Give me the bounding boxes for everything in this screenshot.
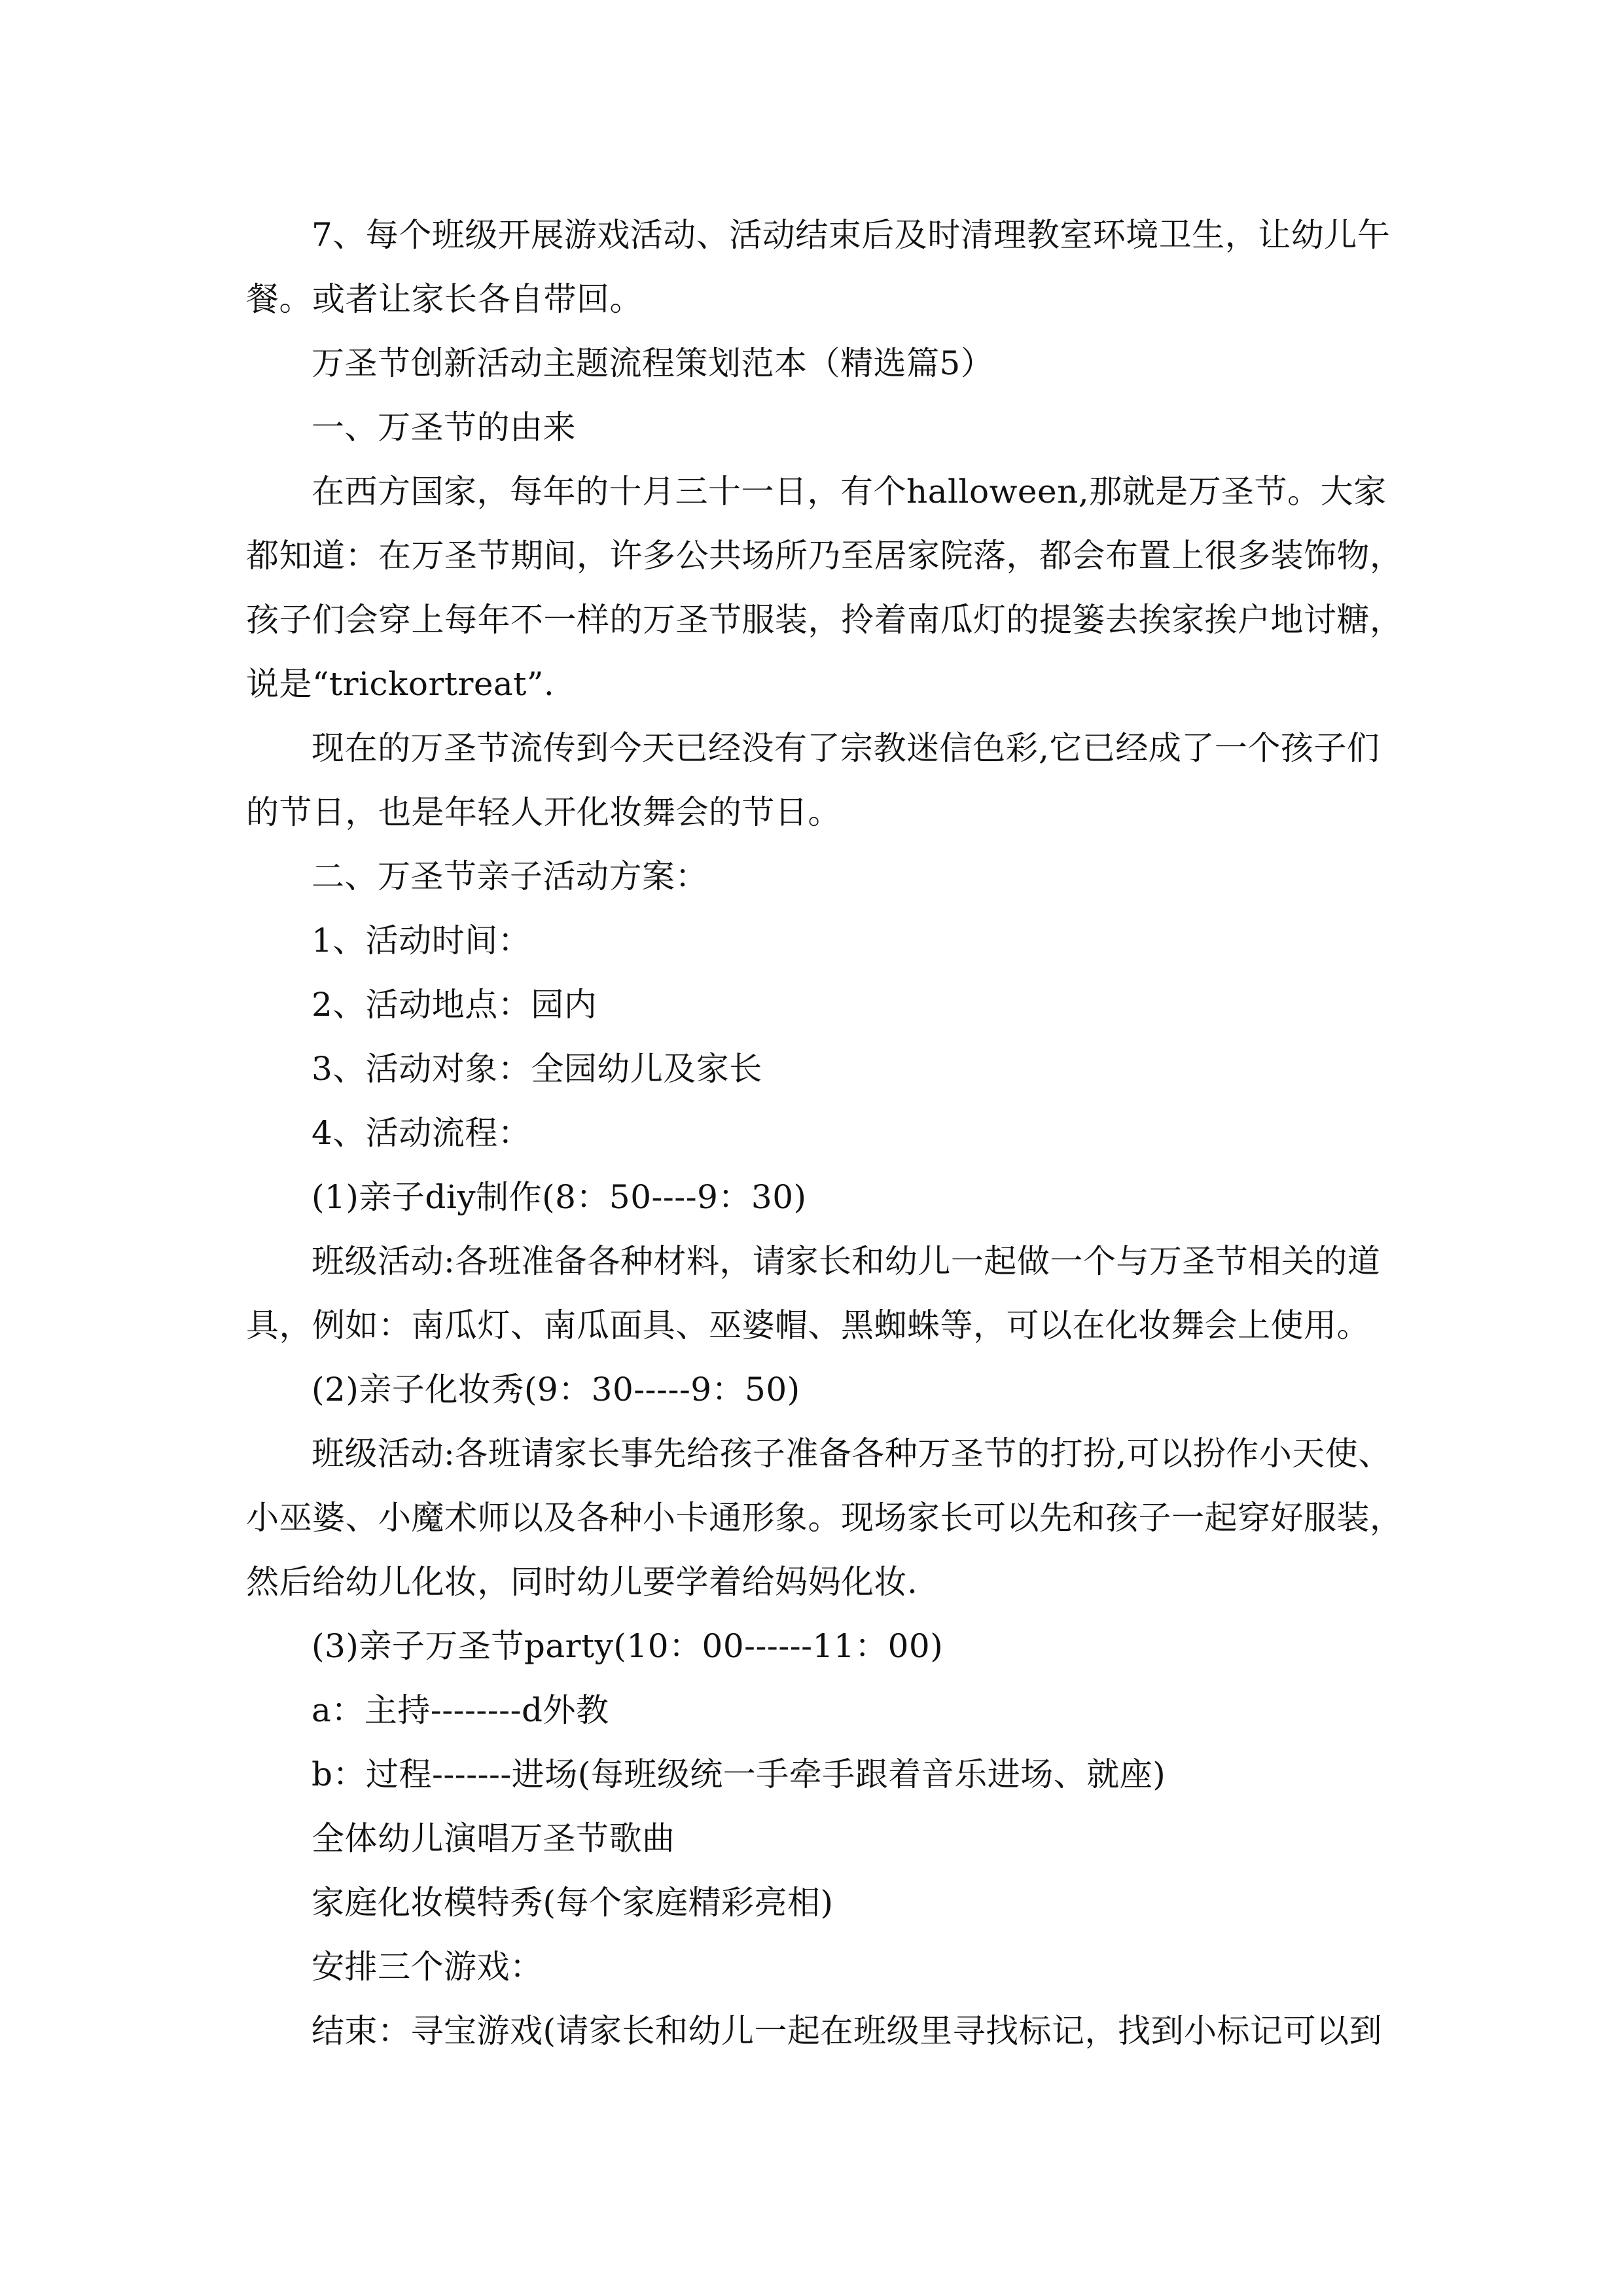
section-title: 万圣节创新活动主题流程策划范本（精选篇5） — [312, 344, 994, 382]
paragraph-line: 餐。或者让家长各自带回。 — [246, 280, 643, 318]
paragraph-line: 小巫婆、小魔术师以及各种小卡通形象。现场家长可以先和孩子一起穿好服装， — [246, 1499, 1403, 1537]
paragraph-line: 然后给幼儿化妆，同时幼儿要学着给妈妈化妆. — [246, 1563, 918, 1601]
paragraph-line: 现在的万圣节流传到今天已经没有了宗教迷信色彩,它已经成了一个孩子们 — [312, 729, 1380, 767]
section-heading: 二、万圣节亲子活动方案： — [312, 857, 708, 895]
list-item: 1、活动时间： — [312, 922, 531, 960]
list-item: 3、活动对象：全园幼儿及家长 — [312, 1050, 762, 1088]
paragraph-line: 具，例如：南瓜灯、南瓜面具、巫婆帽、黑蜘蛛等，可以在化妆舞会上使用。 — [246, 1306, 1370, 1344]
list-item: 全体幼儿演唱万圣节歌曲 — [312, 1820, 675, 1857]
paragraph-line: 班级活动:各班请家长事先给孩子准备各种万圣节的打扮,可以扮作小天使、 — [312, 1435, 1391, 1473]
list-item: 2、活动地点：园内 — [312, 986, 597, 1024]
paragraph-line: 在西方国家，每年的十月三十一日，有个halloween,那就是万圣节。大家 — [312, 473, 1387, 511]
list-item: 安排三个游戏： — [312, 1948, 543, 1986]
list-item: b：过程-------进场(每班级统一手牵手跟着音乐进场、就座) — [312, 1755, 1166, 1793]
paragraph-line: 都知道：在万圣节期间，许多公共场所乃至居家院落，都会布置上很多装饰物， — [246, 537, 1403, 575]
list-item: 4、活动流程： — [312, 1114, 531, 1152]
section-heading: 一、万圣节的由来 — [312, 408, 576, 446]
paragraph-line: 的节日，也是年轻人开化妆舞会的节日。 — [246, 793, 841, 831]
paragraph-line: 孩子们会穿上每年不一样的万圣节服装，拎着南瓜灯的提篓去挨家挨户地讨糖， — [246, 601, 1403, 639]
list-item: a：主持--------d外教 — [312, 1691, 609, 1729]
document-body — [246, 203, 1403, 2063]
paragraph-line: 7、每个班级开展游戏活动、活动结束后及时清理教室环境卫生，让幼儿午 — [312, 216, 1391, 254]
paragraph-line: 班级活动:各班准备各种材料，请家长和幼儿一起做一个与万圣节相关的道 — [312, 1242, 1381, 1280]
sub-item: (1)亲子diy制作(8：50----9：30) — [312, 1178, 807, 1216]
sub-item: (2)亲子化妆秀(9：30-----9：50) — [312, 1371, 800, 1408]
paragraph-line: 结束：寻宝游戏(请家长和幼儿一起在班级里寻找标记，找到小标记可以到 — [312, 2012, 1383, 2050]
list-item: 家庭化妆模特秀(每个家庭精彩亮相) — [312, 1884, 834, 1922]
paragraph-line: 说是“trickortreat”. — [246, 665, 555, 703]
sub-item: (3)亲子万圣节party(10：00------11：00) — [312, 1627, 944, 1665]
